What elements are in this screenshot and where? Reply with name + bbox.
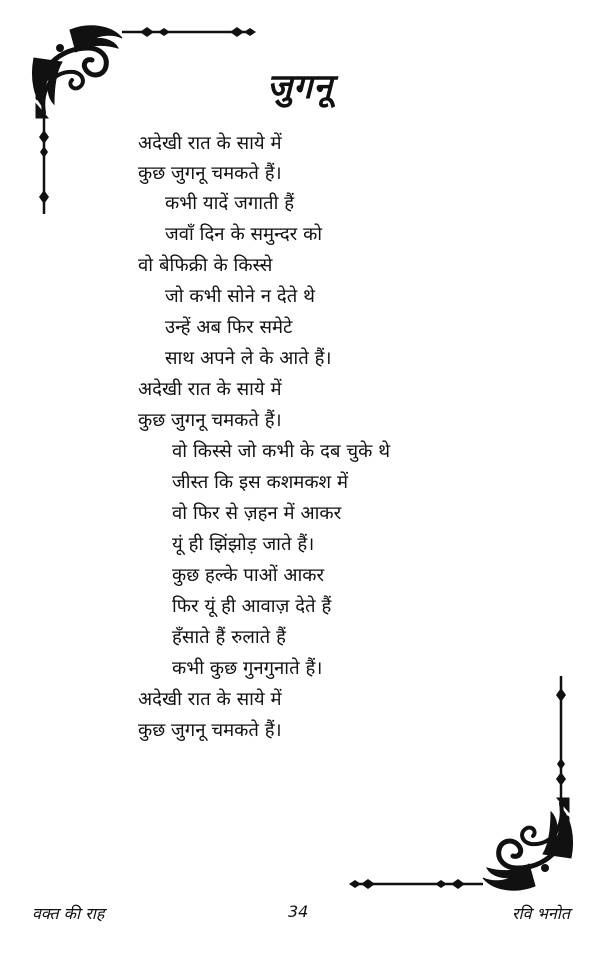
poem-line: अदेखी रात के साये में bbox=[138, 379, 282, 400]
poem-line: कुछ जुगनू चमकते हैं। bbox=[138, 163, 282, 184]
poem-line: यूं ही झिंझोड़ जाते हैं। bbox=[172, 534, 315, 555]
poem-line: जो कभी सोने न देते थे bbox=[165, 286, 315, 307]
poem-line: उन्हें अब फिर समेटे bbox=[165, 317, 293, 338]
poem-line: कुछ जुगनू चमकते हैं। bbox=[138, 410, 282, 431]
poem-line: कुछ जुगनू चमकते हैं। bbox=[138, 720, 282, 741]
footer-book-title: वक्त की राह bbox=[32, 904, 105, 923]
poem-title: जुगनू bbox=[266, 67, 334, 107]
poem-line: फिर यूं ही आवाज़ देते हैं bbox=[172, 596, 332, 617]
poem-line: अदेखी रात के साये में bbox=[138, 689, 282, 710]
poem-line: जीस्त कि इस कशमकश में bbox=[172, 472, 349, 493]
poem-line: वो बेफिक्री के किस्से bbox=[138, 255, 273, 276]
footer-author: रवि भनोत bbox=[511, 904, 570, 923]
poem-line: वो किस्से जो कभी के दब चुके थे bbox=[172, 441, 391, 462]
poem-line: कभी यादें जगाती हैं bbox=[165, 193, 295, 214]
poem-line: अदेखी रात के साये में bbox=[138, 133, 282, 154]
poem-line: वो फिर से ज़हन में आकर bbox=[172, 503, 342, 524]
corner-ornament-bottom-right-icon bbox=[345, 668, 575, 898]
poem-line: हँसाते हैं रुलाते हैं bbox=[172, 627, 286, 648]
poem-line: जवाँ दिन के समुन्दर को bbox=[165, 224, 323, 245]
poem-line: साथ अपने ले के आते हैं। bbox=[165, 348, 332, 369]
poem-line: कभी कुछ गुनगुनाते हैं। bbox=[172, 658, 323, 679]
footer-page-number: 34 bbox=[288, 902, 309, 921]
corner-ornament-top-left-icon bbox=[30, 18, 260, 218]
poem-line: कुछ हल्के पाओं आकर bbox=[172, 565, 325, 586]
